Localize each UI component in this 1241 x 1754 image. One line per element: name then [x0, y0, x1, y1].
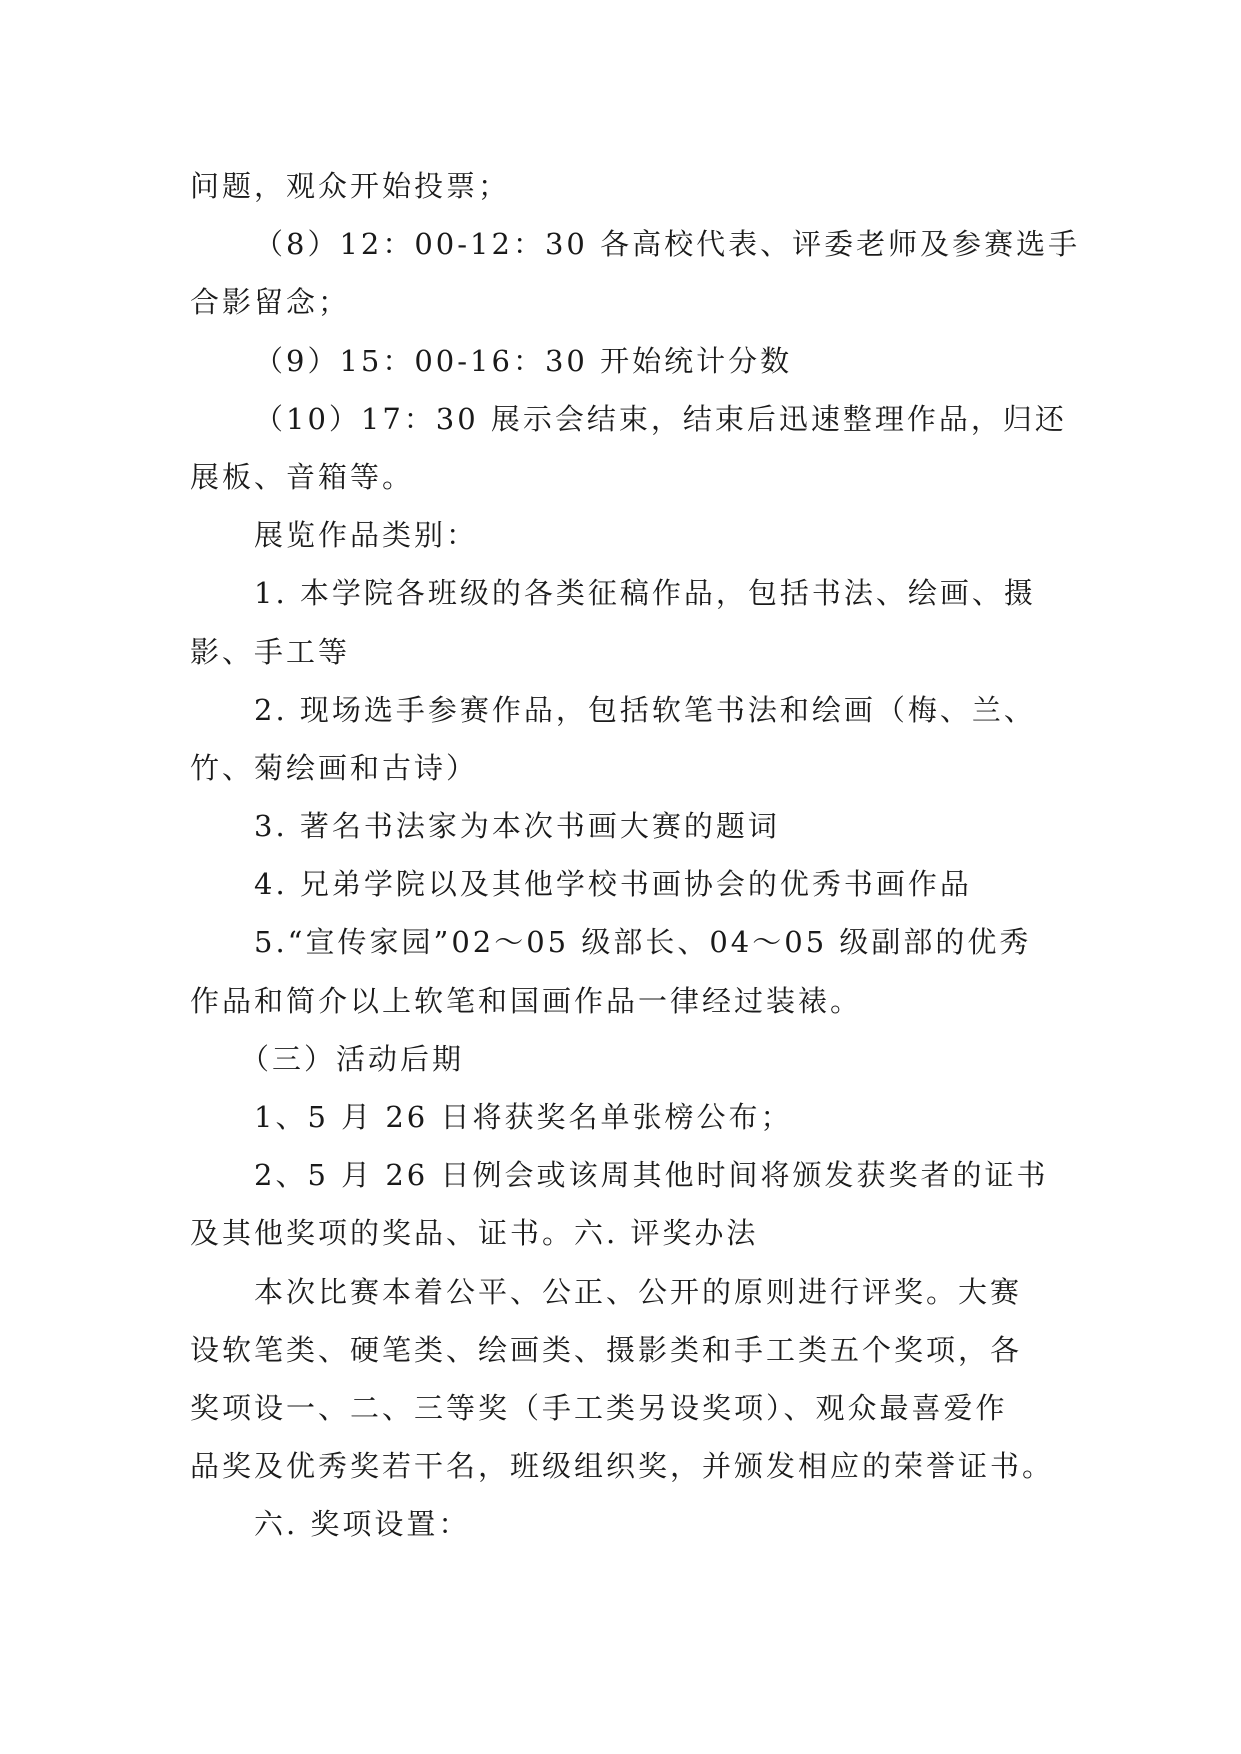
- paragraph-line: 影、手工等: [190, 634, 351, 669]
- schedule-item-9: （9）15：00-16：30 开始统计分数: [254, 343, 793, 378]
- paragraph-line: 问题，观众开始投票；: [190, 169, 511, 203]
- paragraph-line: 品奖及优秀奖若干名，班级组织奖，并颁发相应的荣誉证书。: [190, 1449, 1055, 1484]
- section-heading-post-event: （三）活动后期: [240, 1041, 465, 1076]
- post-event-item-2: 2、5 月 26 日例会或该周其他时间将颁发获奖者的证书: [254, 1158, 1049, 1193]
- schedule-item-10: （10）17：30 展示会结束，结束后迅速整理作品，归还: [254, 401, 1067, 436]
- post-event-item-1: 1、5 月 26 日将获奖名单张榜公布；: [254, 1100, 793, 1134]
- paragraph-line: 作品和简介以上软笔和国画作品一律经过装裱。: [190, 983, 863, 1018]
- section-heading-categories: 展览作品类别：: [254, 518, 479, 553]
- paragraph-line: 展板、音箱等。: [190, 459, 415, 494]
- paragraph-line: 竹、菊绘画和古诗）: [190, 750, 479, 785]
- paragraph-line: 合影留念；: [190, 285, 351, 320]
- paragraph-line: 设软笔类、硬笔类、绘画类、摄影类和手工类五个奖项，各: [190, 1332, 1023, 1367]
- document-body: [190, 157, 1090, 1554]
- category-item-5: 5.“宣传家园”02～05 级部长、04～05 级副部的优秀: [254, 925, 1032, 960]
- schedule-item-8: （8）12：00-12：30 各高校代表、评委老师及参赛选手: [254, 227, 1081, 262]
- category-item-1: 1. 本学院各班级的各类征稿作品，包括书法、绘画、摄: [254, 576, 1036, 611]
- category-item-3: 3. 著名书法家为本次书画大赛的题词: [254, 809, 780, 844]
- paragraph-line: 奖项设一、二、三等奖（手工类另设奖项）、观众最喜爱作: [190, 1390, 1008, 1425]
- category-item-4: 4. 兄弟学院以及其他学校书画协会的优秀书画作品: [254, 867, 972, 902]
- section-heading-awards: 六. 奖项设置：: [254, 1507, 471, 1542]
- paragraph-line: 及其他奖项的奖品、证书。六. 评奖办法: [190, 1216, 759, 1251]
- award-method-paragraph: 本次比赛本着公平、公正、公开的原则进行评奖。大赛: [254, 1274, 1023, 1309]
- category-item-2: 2. 现场选手参赛作品，包括软笔书法和绘画（梅、兰、: [254, 692, 1036, 727]
